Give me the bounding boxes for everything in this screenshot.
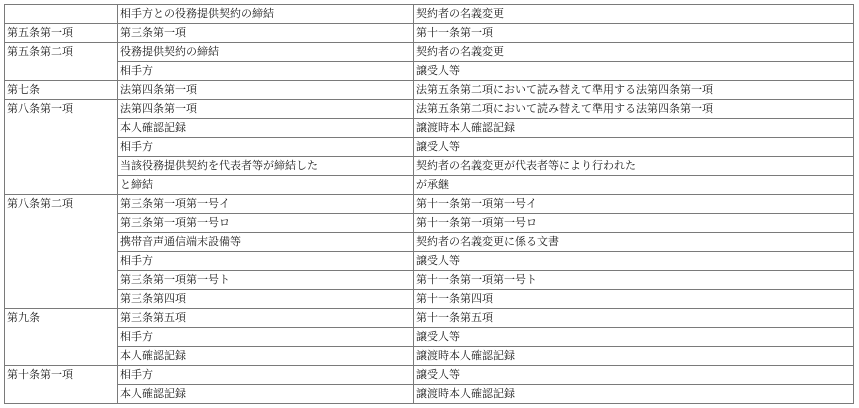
replacement-text-cell: 法第五条第二項において読み替えて準用する法第四条第一項 [414, 81, 854, 100]
table-row [5, 309, 854, 328]
article-cell [5, 157, 118, 176]
article-cell [5, 233, 118, 252]
article-cell [5, 119, 118, 138]
original-text-cell: 相手方との役務提供契約の締結 [118, 5, 414, 24]
replacement-text-cell: 譲渡時本人確認記録 [414, 119, 854, 138]
replacement-text-cell: 譲渡時本人確認記録 [414, 347, 854, 366]
table-row [5, 81, 854, 100]
table-row [5, 385, 854, 404]
original-text-cell: 第三条第四項 [118, 290, 414, 309]
replacement-text-cell: 譲渡時本人確認記録 [414, 385, 854, 404]
table-row [5, 138, 854, 157]
table-body [5, 5, 854, 404]
original-text-cell: 第三条第五項 [118, 309, 414, 328]
original-text-cell: 本人確認記録 [118, 347, 414, 366]
table-row [5, 252, 854, 271]
replacement-text-cell: 契約者の名義変更が代表者等により行われた [414, 157, 854, 176]
table-row [5, 366, 854, 385]
original-text-cell: 相手方 [118, 138, 414, 157]
article-cell: 第八条第一項 [5, 100, 118, 119]
article-cell [5, 328, 118, 347]
article-cell [5, 271, 118, 290]
table-row [5, 195, 854, 214]
replacement-text-cell: 契約者の名義変更 [414, 43, 854, 62]
article-cell: 第九条 [5, 309, 118, 328]
article-cell: 第十条第一項 [5, 366, 118, 385]
original-text-cell: 本人確認記録 [118, 385, 414, 404]
table-row [5, 119, 854, 138]
article-cell [5, 214, 118, 233]
article-cell [5, 252, 118, 271]
replacement-text-cell: 譲受人等 [414, 366, 854, 385]
table-row [5, 157, 854, 176]
table-row [5, 5, 854, 24]
article-cell: 第五条第二項 [5, 43, 118, 62]
original-text-cell: 第三条第一項 [118, 24, 414, 43]
article-cell: 第七条 [5, 81, 118, 100]
replacement-table [4, 4, 854, 404]
original-text-cell: 第三条第一項第一号ロ [118, 214, 414, 233]
original-text-cell: 相手方 [118, 328, 414, 347]
replacement-text-cell: 契約者の名義変更 [414, 5, 854, 24]
replacement-text-cell: 契約者の名義変更に係る文書 [414, 233, 854, 252]
table-row [5, 214, 854, 233]
table-row [5, 290, 854, 309]
table-row [5, 24, 854, 43]
original-text-cell: 携帯音声通信端末設備等 [118, 233, 414, 252]
replacement-text-cell: 第十一条第四項 [414, 290, 854, 309]
article-cell: 第五条第一項 [5, 24, 118, 43]
table-row [5, 233, 854, 252]
original-text-cell: 法第四条第一項 [118, 81, 414, 100]
original-text-cell: 第三条第一項第一号イ [118, 195, 414, 214]
original-text-cell: 法第四条第一項 [118, 100, 414, 119]
original-text-cell: 相手方 [118, 62, 414, 81]
original-text-cell: 相手方 [118, 252, 414, 271]
article-cell: 第八条第二項 [5, 195, 118, 214]
original-text-cell: 相手方 [118, 366, 414, 385]
table-row [5, 271, 854, 290]
replacement-text-cell: 譲受人等 [414, 138, 854, 157]
article-cell [5, 385, 118, 404]
original-text-cell: 本人確認記録 [118, 119, 414, 138]
replacement-text-cell: 第十一条第一項第一号ロ [414, 214, 854, 233]
replacement-text-cell: 譲受人等 [414, 62, 854, 81]
article-cell [5, 347, 118, 366]
article-cell [5, 62, 118, 81]
replacement-text-cell: 第十一条第一項第一号イ [414, 195, 854, 214]
table-row [5, 347, 854, 366]
replacement-text-cell: 第十一条第一項第一号ト [414, 271, 854, 290]
article-cell [5, 5, 118, 24]
table-row [5, 176, 854, 195]
article-cell [5, 176, 118, 195]
table-row [5, 62, 854, 81]
original-text-cell: 役務提供契約の締結 [118, 43, 414, 62]
article-cell [5, 138, 118, 157]
original-text-cell: と締結 [118, 176, 414, 195]
replacement-text-cell: 譲受人等 [414, 252, 854, 271]
table-row [5, 328, 854, 347]
replacement-text-cell: 法第五条第二項において読み替えて準用する法第四条第一項 [414, 100, 854, 119]
replacement-text-cell: 第十一条第一項 [414, 24, 854, 43]
replacement-text-cell: が承継 [414, 176, 854, 195]
table-row [5, 43, 854, 62]
original-text-cell: 第三条第一項第一号ト [118, 271, 414, 290]
table-row [5, 100, 854, 119]
replacement-text-cell: 第十一条第五項 [414, 309, 854, 328]
article-cell [5, 290, 118, 309]
replacement-text-cell: 譲受人等 [414, 328, 854, 347]
original-text-cell: 当該役務提供契約を代表者等が締結した [118, 157, 414, 176]
